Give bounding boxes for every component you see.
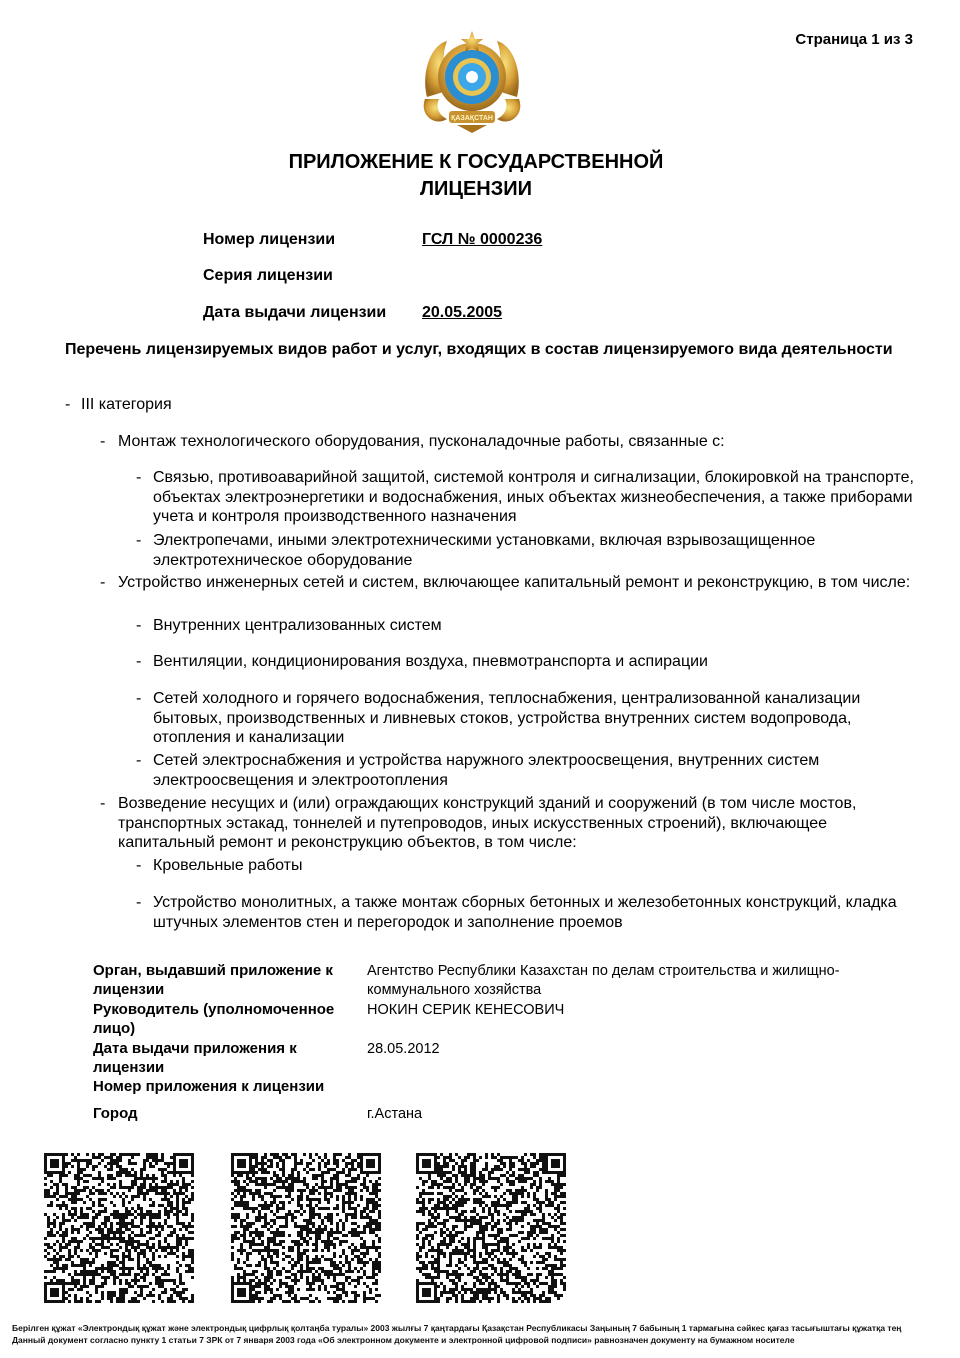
title-line-1: ПРИЛОЖЕНИЕ К ГОСУДАРСТВЕННОЙ	[288, 151, 664, 173]
list-item-text: Возведение несущих и (или) ограждающих конструкций зданий и сооружений (в том числе мостов, транспортных эстакад, тоннелей и путепроводов, иных искусственных строений), включающее капитальный ремонт и реконструкцию объектов, в том числе:	[118, 795, 857, 851]
list-item-text: Устройство монолитных, а также монтаж сборных бетонных и железобетонных конструкций, кладка штучных элементов стен и перегородок и заполнение проемов	[153, 894, 897, 931]
qr-finder-pattern	[44, 1282, 65, 1303]
qr-modules	[231, 1153, 381, 1303]
list-item	[100, 573, 920, 593]
list-item-text: Электропечами, иными электротехническими установками, включая взрывозащищенное электротехническое оборудование	[153, 532, 816, 569]
bullet-dash: -	[100, 574, 106, 591]
bullet-dash: -	[136, 469, 142, 486]
bullet-dash: -	[136, 857, 142, 874]
license-date-value: 20.05.2005	[422, 304, 503, 321]
list-item-text: Вентиляции, кондиционирования воздуха, пневмотранспорта и аспирации	[153, 653, 708, 670]
qr-finder-pattern	[360, 1153, 381, 1174]
kazakhstan-coat-of-arms-icon	[417, 27, 527, 135]
license-series-label: Серия лицензии	[203, 267, 333, 284]
appendix-number-label: Номер приложения к лицензии	[93, 1078, 325, 1095]
license-date-label: Дата выдачи лицензии	[203, 304, 387, 321]
bullet-dash: -	[65, 396, 71, 413]
list-item	[100, 794, 920, 853]
list-item	[136, 616, 926, 636]
list-item	[100, 432, 920, 452]
list-item-text: Внутренних централизованных систем	[153, 617, 442, 634]
head-value: НОКИН СЕРИК КЕНЕСОВИЧ	[367, 1002, 565, 1018]
bullet-dash: -	[136, 690, 142, 707]
list-item-text: Монтаж технологического оборудования, пусконаладочные работы, связанные с:	[118, 433, 725, 450]
list-item	[136, 893, 926, 932]
list-item	[136, 652, 926, 672]
bullet-dash: -	[136, 752, 142, 769]
list-item	[136, 751, 926, 790]
list-item-text: Сетей электроснабжения и устройства наружного электроосвещения, внутренних систем электроосвещения и электроотопления	[153, 752, 820, 789]
list-item-text: Устройство инженерных сетей и систем, включающее капитальный ремонт и реконструкцию, в том числе:	[118, 574, 911, 591]
city-label: Город	[93, 1105, 138, 1122]
issuer-label: Орган, выдавший приложение к лицензии	[93, 962, 333, 998]
appendix-date-value: 28.05.2012	[367, 1041, 440, 1057]
footer-line-russian: Данный документ согласно пункту 1 статьи 7 ЗРК от 7 января 2003 года «Об электронном документе и электронной цифровой подписи» равнозначен документу на бумажном носителе	[12, 1335, 795, 1345]
page-number: Страница 1 из 3	[795, 31, 913, 48]
qr-code-icon	[416, 1153, 566, 1303]
appendix-date-label: Дата выдачи приложения к лицензии	[93, 1040, 297, 1076]
qr-finder-pattern	[545, 1153, 566, 1174]
bullet-dash: -	[136, 617, 142, 634]
qr-finder-pattern	[173, 1153, 194, 1174]
qr-finder-pattern	[416, 1282, 437, 1303]
legal-footer	[12, 1322, 942, 1346]
bullet-dash: -	[136, 894, 142, 911]
list-item-text: Сетей холодного и горячего водоснабжения, теплоснабжения, централизованной канализации бытовых, производственных и ливневых стоков, устройства внутренних систем водопровода, отопления и канализации	[153, 690, 861, 746]
svg-text:ҚАЗАҚСТАН: ҚАЗАҚСТАН	[451, 115, 493, 122]
qr-modules	[416, 1153, 566, 1303]
qr-finder-pattern	[44, 1153, 65, 1174]
list-item-text: Кровельные работы	[153, 857, 303, 874]
list-item	[136, 856, 926, 876]
bullet-dash: -	[136, 532, 142, 549]
footer-line-kazakh: Берілген құжат «Электрондық құжат және электрондық цифрлық қолтаңба туралы» 2003 жылғы 7 қаңтардағы Қазақстан Республикасы Заңының 7 бабының 1 тармағына сәйкес қағаз тасығыштағы құжатқа тең	[12, 1323, 902, 1333]
list-item	[65, 395, 172, 415]
list-item-text: III категория	[81, 396, 172, 413]
list-item-text: Связью, противоаварийной защитой, системой контроля и сигнализации, блокировкой на транспорте, объектах электроэнергетики и водоснабжения, иных объектах жизнеобеспечения, а также приборами учета и контроля производственного назначения	[153, 469, 914, 525]
services-list-heading: Перечень лицензируемых видов работ и услуг, входящих в состав лицензируемого вида деятельности	[65, 341, 893, 358]
bullet-dash: -	[136, 653, 142, 670]
list-item	[136, 531, 926, 570]
qr-code-icon	[231, 1153, 381, 1303]
qr-finder-pattern	[416, 1153, 437, 1174]
bullet-dash: -	[100, 795, 106, 812]
title-line-2: ЛИЦЕНЗИИ	[419, 178, 533, 200]
document-title	[0, 149, 952, 203]
qr-finder-pattern	[231, 1282, 252, 1303]
qr-code-icon	[44, 1153, 194, 1303]
bullet-dash: -	[100, 433, 106, 450]
city-value: г.Астана	[367, 1106, 423, 1122]
license-number-value: ГСЛ № 0000236	[422, 231, 543, 248]
qr-finder-pattern	[231, 1153, 252, 1174]
list-item	[136, 468, 926, 527]
license-number-label: Номер лицензии	[203, 231, 336, 248]
qr-modules	[44, 1153, 194, 1303]
head-label: Руководитель (уполномоченное лицо)	[93, 1001, 335, 1037]
list-item	[136, 689, 926, 748]
issuer-value: Агентство Республики Казахстан по делам строительства и жилищно-коммунального хозяйства	[367, 963, 840, 998]
